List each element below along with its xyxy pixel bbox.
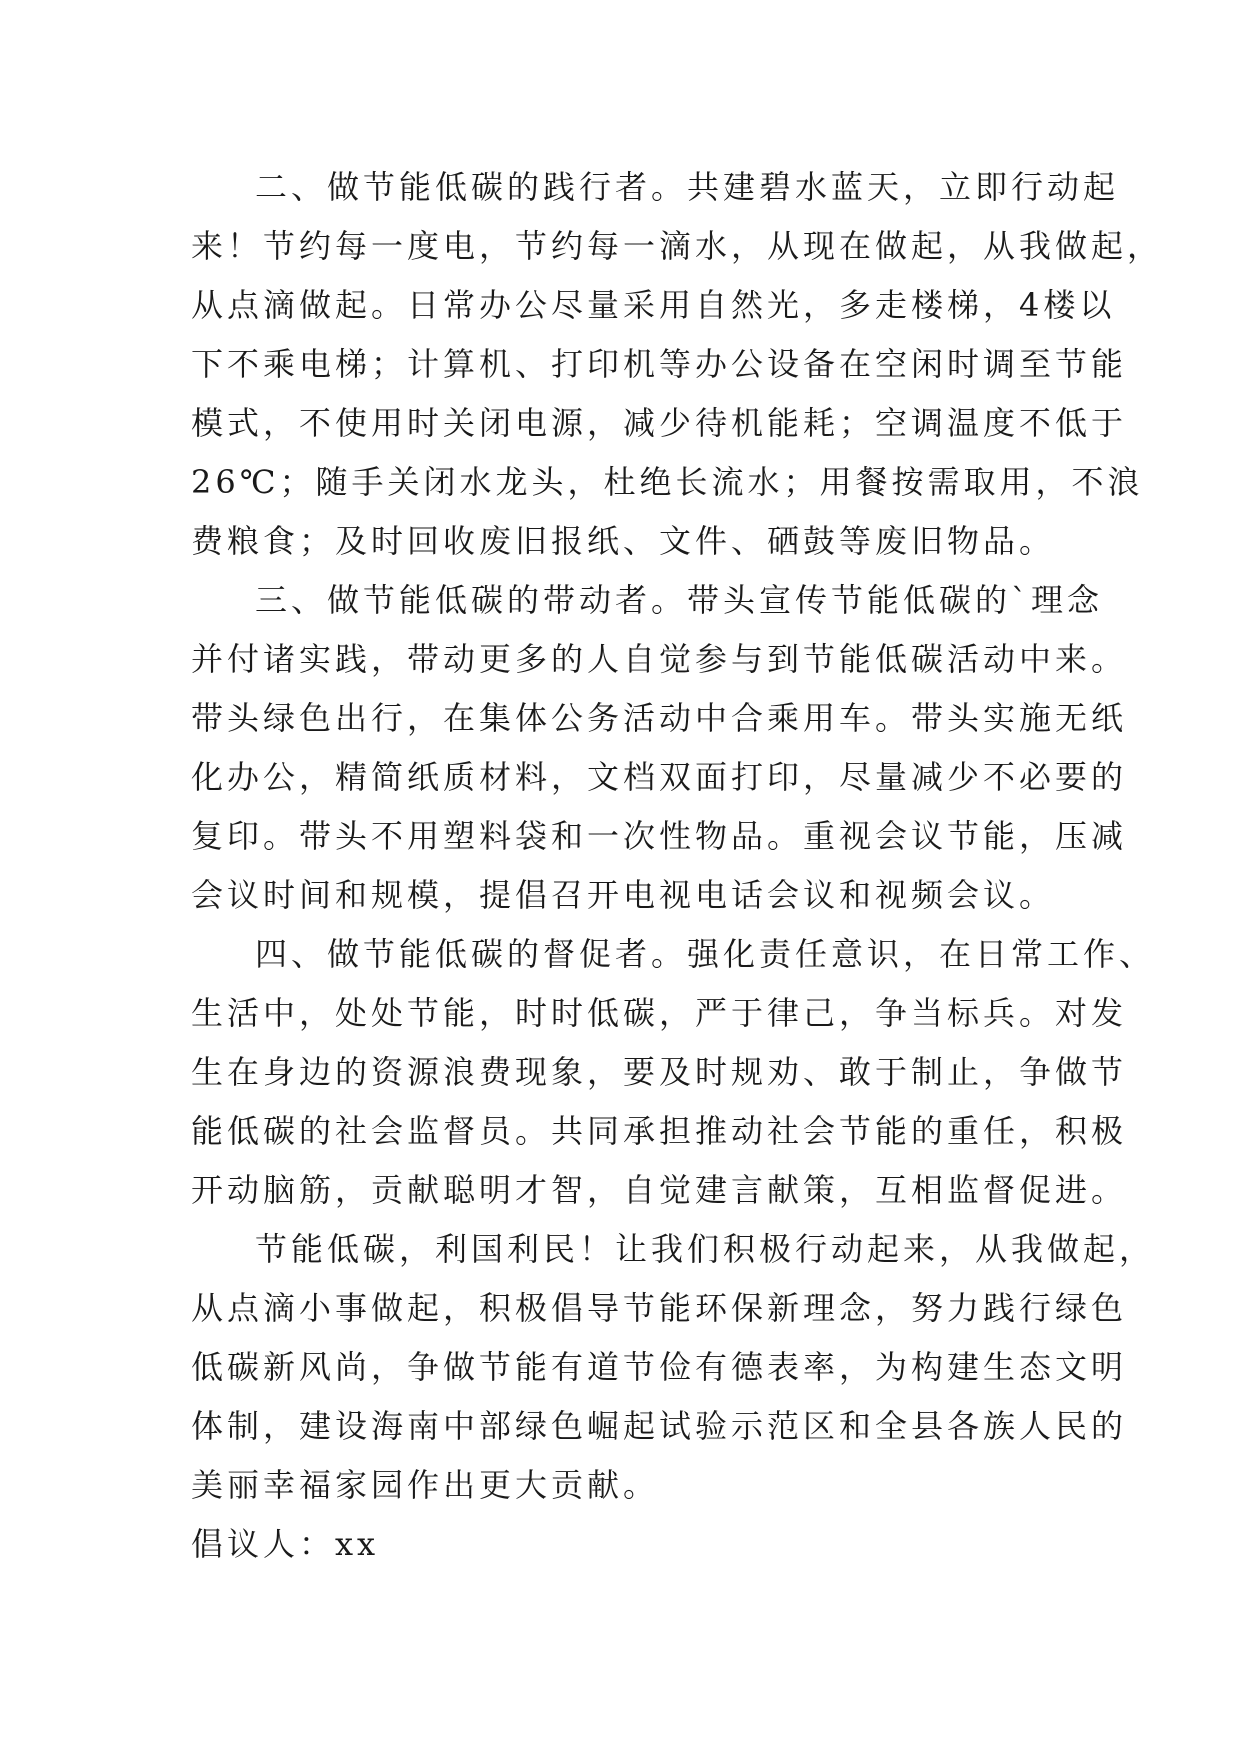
text-line: 生在身边的资源浪费现象，要及时规劝、敢于制止，争做节	[191, 1053, 1128, 1091]
text-line: 模式，不使用时关闭电源，减少待机能耗；空调温度不低于	[191, 404, 1128, 442]
text-line: 化办公，精简纸质材料，文档双面打印，尽量减少不必要的	[191, 758, 1128, 796]
text-line: 从点滴做起。日常办公尽量采用自然光，多走楼梯，4楼以	[191, 286, 1116, 324]
text-line: 四、做节能低碳的督促者。强化责任意识，在日常工作、	[255, 935, 1156, 973]
paragraph-practitioner	[191, 158, 1164, 571]
text-line: 美丽幸福家园作出更大贡献。	[191, 1466, 660, 1504]
text-line: 能低碳的社会监督员。共同承担推动社会节能的重任，积极	[191, 1112, 1128, 1150]
text-line: 26℃；随手关闭水龙头，杜绝长流水；用餐按需取用，不浪	[191, 463, 1144, 501]
text-line: 从点滴小事做起，积极倡导节能环保新理念，努力践行绿色	[191, 1289, 1128, 1327]
paragraph-leader	[191, 571, 1128, 925]
signature: 倡议人：xx	[191, 1525, 380, 1563]
text-line: 体制，建设海南中部绿色崛起试验示范区和全县各族人民的	[191, 1407, 1128, 1445]
text-line: 带头绿色出行，在集体公务活动中合乘用车。带头实施无纸	[191, 699, 1128, 737]
text-line: 开动脑筋，贡献聪明才智，自觉建言献策，互相监督促进。	[191, 1171, 1128, 1209]
text-line: 节能低碳，利国利民！让我们积极行动起来，从我做起，	[255, 1230, 1156, 1268]
text-line: 费粮食；及时回收废旧报纸、文件、硒鼓等废旧物品。	[191, 522, 1056, 560]
paragraph-closing	[191, 1220, 1156, 1515]
text-line: 三、做节能低碳的带动者。带头宣传节能低碳的`理念	[255, 581, 1104, 619]
text-line: 复印。带头不用塑料袋和一次性物品。重视会议节能，压减	[191, 817, 1128, 855]
text-line: 二、做节能低碳的践行者。共建碧水蓝天，立即行动起	[255, 168, 1120, 206]
text-line: 会议时间和规模，提倡召开电视电话会议和视频会议。	[191, 876, 1056, 914]
text-line: 低碳新风尚，争做节能有道节俭有德表率，为构建生态文明	[191, 1348, 1128, 1386]
text-line: 并付诸实践，带动更多的人自觉参与到节能低碳活动中来。	[191, 640, 1128, 678]
text-line: 生活中，处处节能，时时低碳，严于律己，争当标兵。对发	[191, 994, 1128, 1032]
paragraph-supervisor	[191, 925, 1156, 1220]
document-body	[191, 158, 1164, 1574]
text-line: 下不乘电梯；计算机、打印机等办公设备在空闲时调至节能	[191, 345, 1128, 383]
text-line: 来！节约每一度电，节约每一滴水，从现在做起，从我做起，	[191, 227, 1164, 265]
